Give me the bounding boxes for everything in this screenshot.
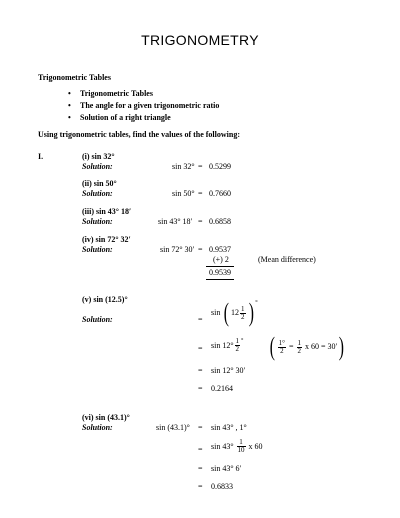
open-paren: (: [269, 332, 275, 361]
open-paren: (: [224, 298, 230, 327]
equals-sign: =: [198, 384, 203, 393]
problem-5-line-3: sin 12° 30′: [211, 366, 246, 375]
close-paren: ): [248, 298, 254, 327]
fraction: $\frac{1}{2}$: [241, 304, 245, 321]
problem-4-heading: (iv) sin 72° 32′: [82, 235, 131, 244]
equals-sign: =: [198, 217, 203, 226]
problem-6-heading: (vi) sin (43.1)°: [82, 413, 130, 422]
equals-sign: =: [198, 366, 203, 375]
fraction: $\frac{1^\circ}{2}$: [278, 338, 285, 355]
problem-3-lhs: sin 43° 18′: [158, 217, 193, 226]
close-paren: ): [339, 332, 345, 361]
section-heading: Trigonometric Tables: [38, 73, 111, 82]
solution-label: Solution:: [82, 423, 113, 432]
problem-6-lhs: sin (43.1)°: [156, 423, 190, 432]
fraction: $\frac{1}{10}$: [237, 438, 245, 454]
problem-4-result: 0.9539: [206, 266, 234, 280]
problem-5-line-2: sin 12° $\frac{1}{2}$ °: [211, 337, 244, 353]
problem-1-result: 0.5299: [209, 162, 231, 171]
problem-6-line-2: sin 43° $\frac{1}{10}$ x 60: [211, 438, 263, 454]
equals-sign: =: [198, 189, 203, 198]
problem-5-result: 0.2164: [211, 384, 233, 393]
problem-6-line-3: sin 43° 6′: [211, 464, 242, 473]
minutes-conversion: ( $\frac{1^\circ}{2}$ = $\frac{1}{2}$ x 60 = 30′): [269, 332, 345, 361]
problem-2-result: 0.7660: [209, 189, 231, 198]
equals-sign: =: [198, 423, 203, 432]
fraction: $\frac{1}{2}$: [235, 337, 240, 353]
problem-6-line-1: sin 43° , 1°: [211, 423, 247, 432]
problem-4-lhs: sin 72° 30′: [160, 245, 195, 254]
problem-2-heading: (ii) sin 50°: [82, 179, 117, 188]
equals-sign: =: [198, 162, 203, 171]
equals-sign: =: [198, 445, 203, 454]
question-number: I.: [38, 152, 44, 161]
problem-5-line-1: sin ( 12 $\frac{1}{2}$ ) °: [211, 298, 258, 327]
instruction-text: Using trigonometric tables, find the values of the following:: [38, 130, 240, 139]
equals-sign: =: [198, 464, 203, 473]
mean-difference-value: (+) 2: [213, 255, 229, 264]
problem-3-result: 0.6858: [209, 217, 231, 226]
problem-6-result: 0.6833: [211, 482, 233, 491]
problem-4-table-value: 0.9537: [209, 245, 231, 254]
equals-sign: =: [198, 315, 203, 324]
bullet-icon: •: [68, 89, 71, 98]
problem-2-lhs: sin 50°: [172, 189, 195, 198]
problem-1-heading: (i) sin 32°: [82, 152, 115, 161]
fraction: $\frac{1}{2}$: [297, 338, 301, 355]
bullet-item-3: • Solution of a right triangle: [68, 113, 171, 122]
equals-sign: =: [198, 482, 203, 491]
equals-sign: =: [198, 344, 203, 353]
bullet-icon: •: [68, 113, 71, 122]
solution-label: Solution:: [82, 162, 113, 171]
equals-sign: =: [198, 245, 203, 254]
solution-label: Solution:: [82, 245, 113, 254]
problem-1-lhs: sin 32°: [172, 162, 195, 171]
page-title: TRIGONOMETRY: [141, 32, 259, 48]
solution-label: Solution:: [82, 189, 113, 198]
bullet-item-2: • The angle for a given trigonometric ratio: [68, 101, 220, 110]
solution-label: Solution:: [82, 217, 113, 226]
problem-3-heading: (iii) sin 43° 18′: [82, 207, 132, 216]
bullet-item-1: • Trigonometric Tables: [68, 89, 153, 98]
problem-5-heading: (v) sin (12.5)°: [82, 295, 128, 304]
solution-label: Solution:: [82, 315, 113, 324]
mean-difference-note: (Mean difference): [258, 255, 316, 264]
bullet-icon: •: [68, 101, 71, 110]
